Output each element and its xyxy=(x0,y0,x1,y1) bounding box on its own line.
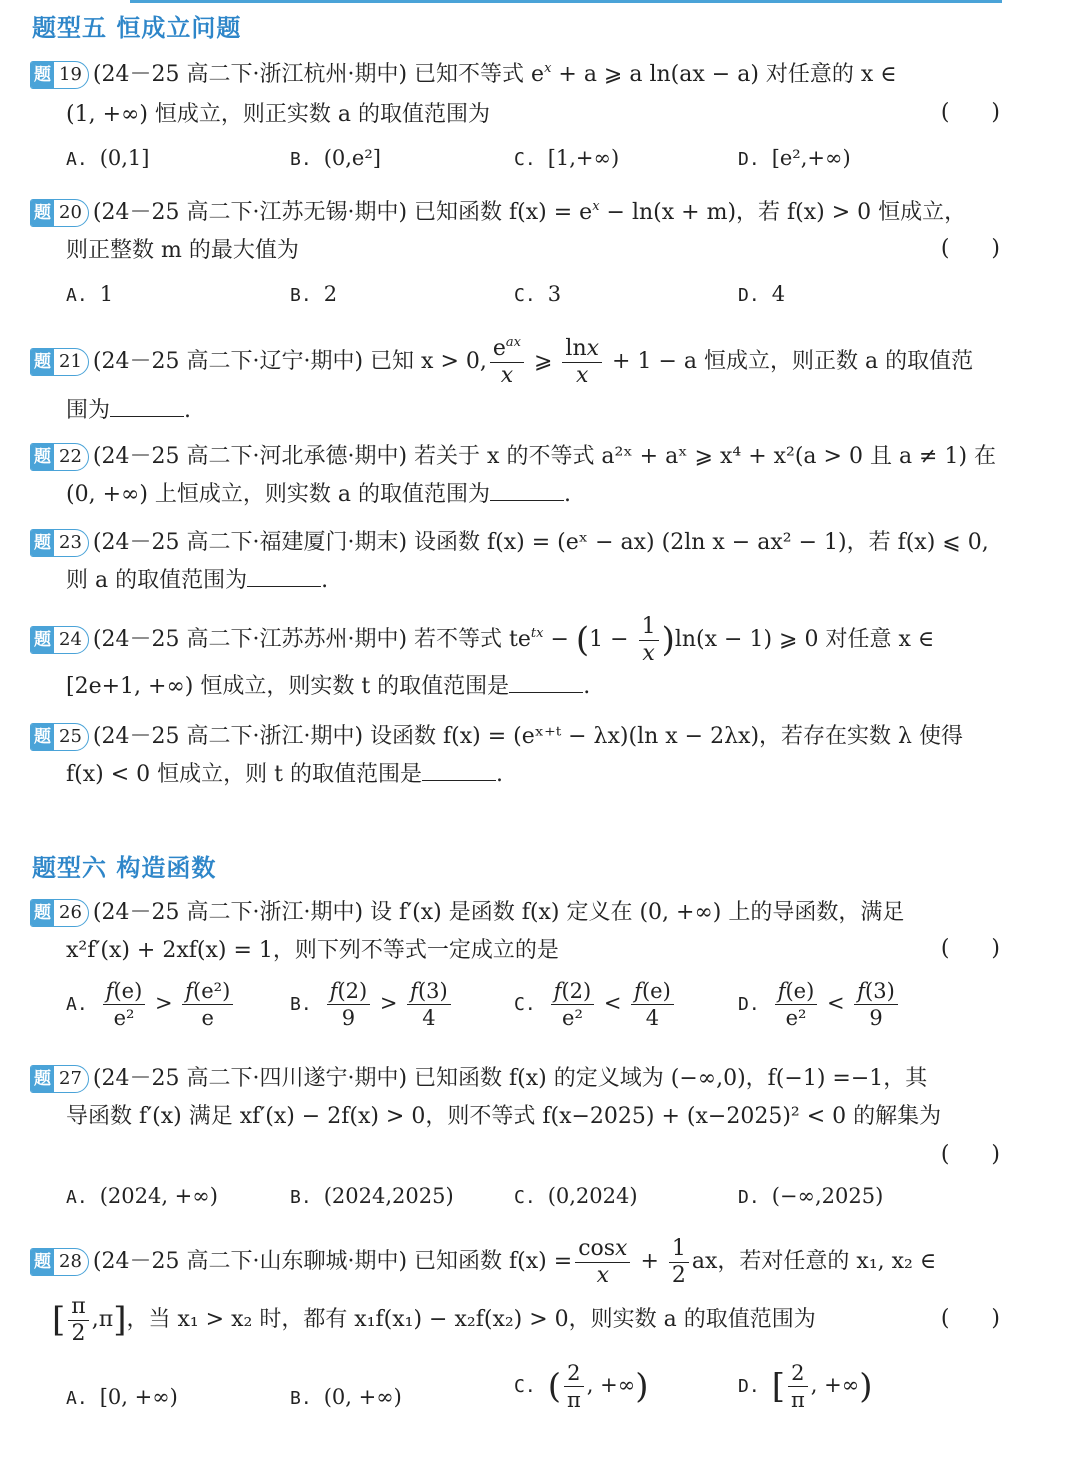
top-rule xyxy=(130,0,1002,3)
option-d: D. 4 xyxy=(738,282,786,306)
answer-blank xyxy=(247,566,321,587)
section-title-6: 题型六 构造函数 xyxy=(32,854,217,882)
option-d: D. [ $\frac{2}{\pi}$ , +∞) xyxy=(738,1361,873,1412)
option-d: D. $\frac{f(e)}{\text{e²}}$ < $\frac{f(3)}{9}$ xyxy=(738,978,901,1031)
problem-badge: 题 25 xyxy=(30,723,89,751)
option-c: C. $\frac{f(2)}{\text{e²}}$ < $\frac{f(e)}{4}$ xyxy=(514,978,677,1031)
problem-badge: 题 28 xyxy=(30,1248,89,1276)
option-a: A. 1 xyxy=(66,282,114,306)
problem-badge: 题 23 xyxy=(30,529,89,557)
problem-badge: 题 22 xyxy=(30,443,89,471)
option-d: D. [e²,+∞) xyxy=(738,146,851,170)
option-b: B. 2 xyxy=(290,282,338,306)
option-a: A. (2024, +∞) xyxy=(66,1184,218,1208)
option-a: A. $\frac{f(e)}{\text{e²}}$ > $\frac{\text{f(e²)}}{e}$ xyxy=(66,978,236,1031)
problem-badge: 题 26 xyxy=(30,899,89,927)
answer-paren: ( ) xyxy=(940,936,1000,961)
answer-blank xyxy=(110,396,184,417)
option-a: A. [0, +∞) xyxy=(66,1385,178,1409)
option-c: C. 3 xyxy=(514,282,562,306)
problem-badge: 题 19 xyxy=(30,61,89,89)
problem-badge: 题 21 xyxy=(30,348,89,376)
problem-badge: 题 20 xyxy=(30,199,89,227)
option-b: B. (0,e²] xyxy=(290,146,381,170)
answer-paren: ( ) xyxy=(940,100,1000,125)
option-b: B. (2024,2025) xyxy=(290,1184,454,1208)
problem-badge: 题 27 xyxy=(30,1065,89,1093)
section-title-5: 题型五 恒成立问题 xyxy=(32,14,242,42)
option-b: B. (0, +∞) xyxy=(290,1385,402,1409)
option-c: C. ( $\frac{2}{\pi}$ , +∞) xyxy=(514,1361,649,1412)
option-a: A. (0,1] xyxy=(66,146,150,170)
answer-paren: ( ) xyxy=(940,1306,1000,1331)
problem-badge: 题 24 xyxy=(30,626,89,654)
option-c: C. [1,+∞) xyxy=(514,146,620,170)
answer-paren: ( ) xyxy=(940,236,1000,261)
option-d: D. (−∞,2025) xyxy=(738,1184,884,1208)
answer-paren: ( ) xyxy=(940,1142,1000,1167)
option-c: C. (0,2024) xyxy=(514,1184,638,1208)
answer-blank xyxy=(422,760,496,781)
answer-blank xyxy=(490,480,564,501)
answer-blank xyxy=(509,672,583,693)
option-b: B. $\frac{f(2)}{9}$ > $\frac{f(3)}{4}$ xyxy=(290,978,454,1031)
